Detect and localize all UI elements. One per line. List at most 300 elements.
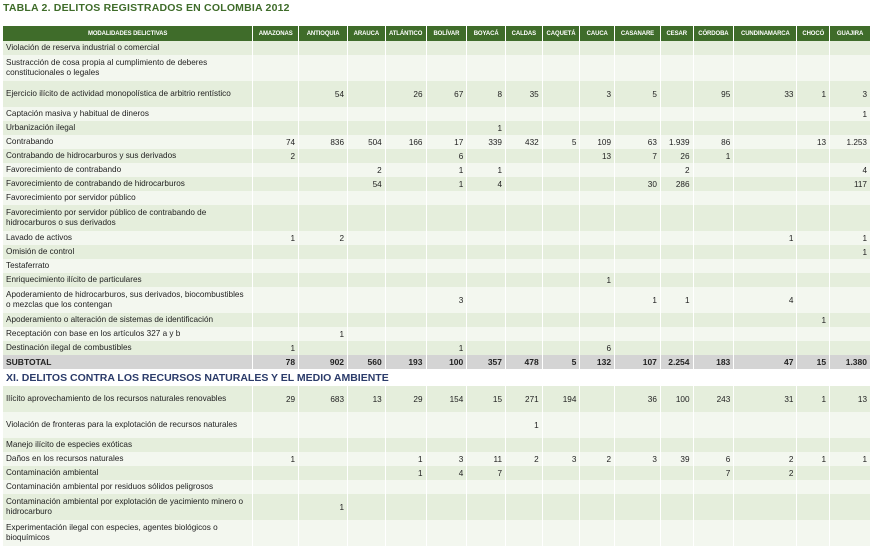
table-cell xyxy=(693,205,734,231)
table-cell xyxy=(348,55,386,81)
table-cell xyxy=(830,191,871,205)
table-cell xyxy=(734,135,797,149)
table-cell xyxy=(693,163,734,177)
table-cell: 36 xyxy=(615,386,661,412)
table-cell xyxy=(660,191,693,205)
table-cell: 2 xyxy=(580,452,615,466)
table-cell xyxy=(542,245,580,259)
table-cell xyxy=(542,149,580,163)
table-cell: 5 xyxy=(542,355,580,369)
table-cell xyxy=(580,259,615,273)
table-cell xyxy=(797,520,830,546)
table-cell xyxy=(299,41,348,55)
table-cell xyxy=(348,412,386,438)
table-cell xyxy=(506,231,543,245)
table-cell xyxy=(299,149,348,163)
table-cell xyxy=(385,438,426,452)
table-cell: 35 xyxy=(506,81,543,107)
table-row xyxy=(3,273,871,287)
table-cell xyxy=(385,287,426,313)
row-label: Receptación con base en los artículos 327 a y b xyxy=(3,327,253,341)
table-cell xyxy=(734,205,797,231)
table-cell: 432 xyxy=(506,135,543,149)
table-cell xyxy=(693,313,734,327)
table-cell xyxy=(660,412,693,438)
table-cell: 902 xyxy=(299,355,348,369)
table-cell xyxy=(615,412,661,438)
table-cell xyxy=(830,205,871,231)
table-cell xyxy=(615,231,661,245)
table-cell xyxy=(615,245,661,259)
table-cell xyxy=(385,520,426,546)
table-cell xyxy=(385,327,426,341)
table-row xyxy=(3,327,871,341)
table-cell xyxy=(253,81,299,107)
table-cell xyxy=(660,107,693,121)
table-cell: 3 xyxy=(426,452,467,466)
table-cell xyxy=(542,412,580,438)
table-cell xyxy=(580,231,615,245)
table-cell: 100 xyxy=(660,386,693,412)
table-cell xyxy=(734,438,797,452)
table-row xyxy=(3,341,871,355)
table-cell xyxy=(426,438,467,452)
row-label: Captación masiva y habitual de dineros xyxy=(3,107,253,121)
table-cell xyxy=(615,191,661,205)
table-cell xyxy=(253,287,299,313)
table-header-row xyxy=(3,26,871,41)
table-title: TABLA 2. DELITOS REGISTRADOS EN COLOMBIA 2012 xyxy=(3,2,290,14)
table-cell xyxy=(385,412,426,438)
table-cell: 107 xyxy=(615,355,661,369)
table-cell: 86 xyxy=(693,135,734,149)
table-cell xyxy=(253,107,299,121)
table-cell xyxy=(830,341,871,355)
table-cell xyxy=(426,313,467,327)
table-cell xyxy=(542,494,580,520)
table-cell xyxy=(348,121,386,135)
table-cell xyxy=(830,494,871,520)
table-cell: 15 xyxy=(797,355,830,369)
table-cell: 13 xyxy=(580,149,615,163)
table-cell xyxy=(830,327,871,341)
row-label: Favorecimiento de contrabando de hidrocarburos xyxy=(3,177,253,191)
table-cell: 1 xyxy=(506,412,543,438)
table-cell xyxy=(385,163,426,177)
table-cell: 5 xyxy=(542,135,580,149)
table-cell: 13 xyxy=(830,386,871,412)
table-cell xyxy=(797,259,830,273)
table-cell xyxy=(580,107,615,121)
table-cell xyxy=(734,520,797,546)
table-cell xyxy=(797,494,830,520)
table-cell xyxy=(542,287,580,313)
table-cell xyxy=(830,287,871,313)
table-cell xyxy=(348,480,386,494)
table-cell: 4 xyxy=(830,163,871,177)
table-cell xyxy=(693,287,734,313)
table-cell xyxy=(506,149,543,163)
table-cell: 7 xyxy=(693,466,734,480)
table-cell: 2 xyxy=(253,149,299,163)
table-cell xyxy=(467,107,506,121)
table-cell: 271 xyxy=(506,386,543,412)
table-body xyxy=(3,41,871,546)
table-cell: 1 xyxy=(426,163,467,177)
table-cell xyxy=(299,466,348,480)
row-label: Daños en los recursos naturales xyxy=(3,452,253,466)
table-cell xyxy=(506,466,543,480)
table-cell xyxy=(348,287,386,313)
table-row xyxy=(3,163,871,177)
table-row xyxy=(3,480,871,494)
table-cell xyxy=(580,177,615,191)
table-cell xyxy=(253,480,299,494)
table-row xyxy=(3,520,871,546)
table-cell xyxy=(253,520,299,546)
table-row xyxy=(3,494,871,520)
row-label: Urbanización ilegal xyxy=(3,121,253,135)
table-cell: 1.380 xyxy=(830,355,871,369)
table-cell xyxy=(348,191,386,205)
table-cell xyxy=(797,177,830,191)
row-label: Omisión de control xyxy=(3,245,253,259)
table-cell xyxy=(660,205,693,231)
table-cell xyxy=(253,327,299,341)
table-cell xyxy=(426,273,467,287)
table-cell: 54 xyxy=(299,81,348,107)
table-cell xyxy=(580,520,615,546)
row-label: Contrabando xyxy=(3,135,253,149)
table-cell xyxy=(734,121,797,135)
table-cell xyxy=(348,341,386,355)
table-cell xyxy=(426,55,467,81)
table-cell: 1 xyxy=(830,452,871,466)
row-label: Ilícito aprovechamiento de los recursos naturales renovables xyxy=(3,386,253,412)
table-cell xyxy=(830,520,871,546)
table-cell: 1 xyxy=(797,452,830,466)
table-cell xyxy=(506,341,543,355)
row-label: Enriquecimiento ilícito de particulares xyxy=(3,273,253,287)
table-cell xyxy=(542,466,580,480)
table-cell xyxy=(426,41,467,55)
table-cell xyxy=(348,245,386,259)
table-cell: 11 xyxy=(467,452,506,466)
column-header: CAQUETÁ xyxy=(542,26,580,41)
table-cell xyxy=(385,259,426,273)
table-cell xyxy=(253,259,299,273)
table-cell xyxy=(660,327,693,341)
table-cell: 15 xyxy=(467,386,506,412)
table-cell xyxy=(734,163,797,177)
table-cell xyxy=(580,494,615,520)
table-cell xyxy=(797,205,830,231)
table-cell xyxy=(506,480,543,494)
table-cell xyxy=(830,412,871,438)
table-cell xyxy=(299,480,348,494)
table-cell xyxy=(348,259,386,273)
table-cell xyxy=(542,341,580,355)
table-cell xyxy=(797,466,830,480)
table-cell xyxy=(506,273,543,287)
table-row xyxy=(3,107,871,121)
table-cell: 8 xyxy=(467,81,506,107)
table-cell: 117 xyxy=(830,177,871,191)
table-cell xyxy=(426,107,467,121)
table-cell xyxy=(580,121,615,135)
row-label: Contaminación ambiental por explotación de yacimiento minero o hidrocarburo xyxy=(3,494,253,520)
table-cell xyxy=(385,191,426,205)
table-cell xyxy=(385,107,426,121)
table-row xyxy=(3,81,871,107)
table-cell xyxy=(693,259,734,273)
table-cell: 183 xyxy=(693,355,734,369)
table-cell xyxy=(580,438,615,452)
row-label: Contaminación ambiental xyxy=(3,466,253,480)
table-cell: 7 xyxy=(467,466,506,480)
table-cell xyxy=(506,313,543,327)
table-cell xyxy=(506,55,543,81)
table-cell xyxy=(426,412,467,438)
table-cell xyxy=(615,55,661,81)
table-cell xyxy=(615,480,661,494)
table-cell xyxy=(348,438,386,452)
table-cell xyxy=(660,438,693,452)
table-cell xyxy=(299,520,348,546)
table-cell xyxy=(693,438,734,452)
table-cell xyxy=(426,494,467,520)
table-cell xyxy=(734,259,797,273)
table-cell xyxy=(348,41,386,55)
table-cell xyxy=(693,480,734,494)
table-row xyxy=(3,205,871,231)
table-cell: 17 xyxy=(426,135,467,149)
table-cell: 6 xyxy=(693,452,734,466)
table-cell xyxy=(797,121,830,135)
table-cell: 1 xyxy=(734,231,797,245)
table-cell xyxy=(660,341,693,355)
section-heading-row xyxy=(3,369,871,386)
table-cell xyxy=(615,163,661,177)
table-cell xyxy=(467,245,506,259)
row-label: Favorecimiento por servidor público xyxy=(3,191,253,205)
table-cell xyxy=(467,205,506,231)
table-cell xyxy=(348,149,386,163)
table-cell xyxy=(385,121,426,135)
table-cell xyxy=(253,438,299,452)
table-cell: 1 xyxy=(467,163,506,177)
table-cell xyxy=(348,494,386,520)
table-cell: 1 xyxy=(797,313,830,327)
table-cell xyxy=(693,494,734,520)
table-cell xyxy=(299,163,348,177)
table-cell xyxy=(693,231,734,245)
table-cell xyxy=(299,121,348,135)
table-cell xyxy=(797,438,830,452)
table-cell xyxy=(615,520,661,546)
table-cell: 33 xyxy=(734,81,797,107)
table-cell: 4 xyxy=(467,177,506,191)
table-cell xyxy=(542,163,580,177)
table-cell xyxy=(348,81,386,107)
table-cell xyxy=(615,273,661,287)
table-cell: 1 xyxy=(797,386,830,412)
column-header: ANTIOQUIA xyxy=(299,26,348,41)
table-cell xyxy=(299,313,348,327)
column-header: CALDAS xyxy=(506,26,543,41)
table-cell: 1 xyxy=(385,466,426,480)
table-cell xyxy=(615,494,661,520)
table-row xyxy=(3,121,871,135)
table-cell xyxy=(830,41,871,55)
table-cell xyxy=(660,245,693,259)
table-cell xyxy=(693,41,734,55)
row-label: Apoderamiento o alteración de sistemas de identificación xyxy=(3,313,253,327)
table-cell: 339 xyxy=(467,135,506,149)
table-cell xyxy=(385,149,426,163)
table-cell: 478 xyxy=(506,355,543,369)
table-cell xyxy=(253,205,299,231)
table-cell xyxy=(797,341,830,355)
table-cell: 1 xyxy=(426,177,467,191)
table-cell xyxy=(580,191,615,205)
table-cell xyxy=(506,259,543,273)
subtotal-row xyxy=(3,355,871,369)
table-cell xyxy=(426,205,467,231)
table-cell: 1.939 xyxy=(660,135,693,149)
table-cell xyxy=(299,452,348,466)
table-row xyxy=(3,177,871,191)
table-cell xyxy=(734,341,797,355)
table-row xyxy=(3,231,871,245)
table-cell xyxy=(693,273,734,287)
table-row xyxy=(3,191,871,205)
table-cell: 47 xyxy=(734,355,797,369)
table-cell: 29 xyxy=(253,386,299,412)
table-cell xyxy=(542,177,580,191)
table-row xyxy=(3,135,871,149)
table-cell xyxy=(693,520,734,546)
table-cell: 26 xyxy=(660,149,693,163)
table-cell xyxy=(580,163,615,177)
table-cell xyxy=(253,41,299,55)
table-cell xyxy=(797,245,830,259)
table-cell: 1 xyxy=(385,452,426,466)
table-cell xyxy=(253,191,299,205)
table-cell xyxy=(467,287,506,313)
table-cell xyxy=(506,121,543,135)
table-cell: 95 xyxy=(693,81,734,107)
table-cell: 194 xyxy=(542,386,580,412)
table-cell xyxy=(426,245,467,259)
table-cell xyxy=(580,205,615,231)
row-label: Violación de reserva industrial o comercial xyxy=(3,41,253,55)
table-cell xyxy=(693,341,734,355)
table-cell xyxy=(348,273,386,287)
row-label: Favorecimiento por servidor público de contrabando de hidrocarburos o sus derivados xyxy=(3,205,253,231)
table-cell xyxy=(734,177,797,191)
table-cell xyxy=(348,452,386,466)
table-cell xyxy=(348,205,386,231)
table-cell: 836 xyxy=(299,135,348,149)
table-cell xyxy=(542,327,580,341)
column-header: AMAZONAS xyxy=(253,26,299,41)
table-cell xyxy=(253,412,299,438)
table-cell xyxy=(542,313,580,327)
table-cell: 5 xyxy=(615,81,661,107)
table-cell xyxy=(797,273,830,287)
table-cell xyxy=(299,245,348,259)
table-cell: 166 xyxy=(385,135,426,149)
table-cell xyxy=(426,259,467,273)
row-label: Contaminación ambiental por residuos sólidos peligrosos xyxy=(3,480,253,494)
table-cell xyxy=(253,163,299,177)
table-cell: 243 xyxy=(693,386,734,412)
row-label: Lavado de activos xyxy=(3,231,253,245)
table-cell xyxy=(830,259,871,273)
table-cell xyxy=(797,480,830,494)
table-cell xyxy=(693,177,734,191)
table-cell xyxy=(299,55,348,81)
section-heading: XI. DELITOS CONTRA LOS RECURSOS NATURALES Y EL MEDIO AMBIENTE xyxy=(3,369,871,386)
table-cell xyxy=(542,520,580,546)
row-label: Testaferrato xyxy=(3,259,253,273)
table-cell xyxy=(348,466,386,480)
table-cell: 2 xyxy=(348,163,386,177)
table-cell xyxy=(660,121,693,135)
table-cell xyxy=(660,81,693,107)
table-cell: 3 xyxy=(426,287,467,313)
table-cell xyxy=(734,412,797,438)
table-cell: 132 xyxy=(580,355,615,369)
table-cell xyxy=(299,177,348,191)
table-cell: 3 xyxy=(580,81,615,107)
table-cell xyxy=(385,341,426,355)
table-cell xyxy=(734,327,797,341)
table-cell xyxy=(797,149,830,163)
table-cell: 31 xyxy=(734,386,797,412)
table-cell xyxy=(542,55,580,81)
table-cell: 193 xyxy=(385,355,426,369)
table-cell xyxy=(299,287,348,313)
table-cell xyxy=(467,341,506,355)
table-cell: 154 xyxy=(426,386,467,412)
table-cell xyxy=(253,55,299,81)
table-cell xyxy=(734,149,797,163)
table-cell xyxy=(615,121,661,135)
table-cell xyxy=(385,313,426,327)
table-cell xyxy=(542,81,580,107)
table-cell xyxy=(426,231,467,245)
table-cell xyxy=(580,480,615,494)
table-cell: 26 xyxy=(385,81,426,107)
table-cell xyxy=(506,163,543,177)
table-cell xyxy=(506,520,543,546)
table-cell: 2 xyxy=(506,452,543,466)
table-cell xyxy=(506,494,543,520)
table-cell xyxy=(348,313,386,327)
table-row xyxy=(3,466,871,480)
table-cell: 1 xyxy=(693,149,734,163)
table-cell xyxy=(830,273,871,287)
table-cell xyxy=(615,466,661,480)
table-cell: 2 xyxy=(299,231,348,245)
table-cell: 29 xyxy=(385,386,426,412)
table-cell xyxy=(385,273,426,287)
table-cell xyxy=(580,313,615,327)
table-cell: 1 xyxy=(615,287,661,313)
table-cell xyxy=(734,245,797,259)
